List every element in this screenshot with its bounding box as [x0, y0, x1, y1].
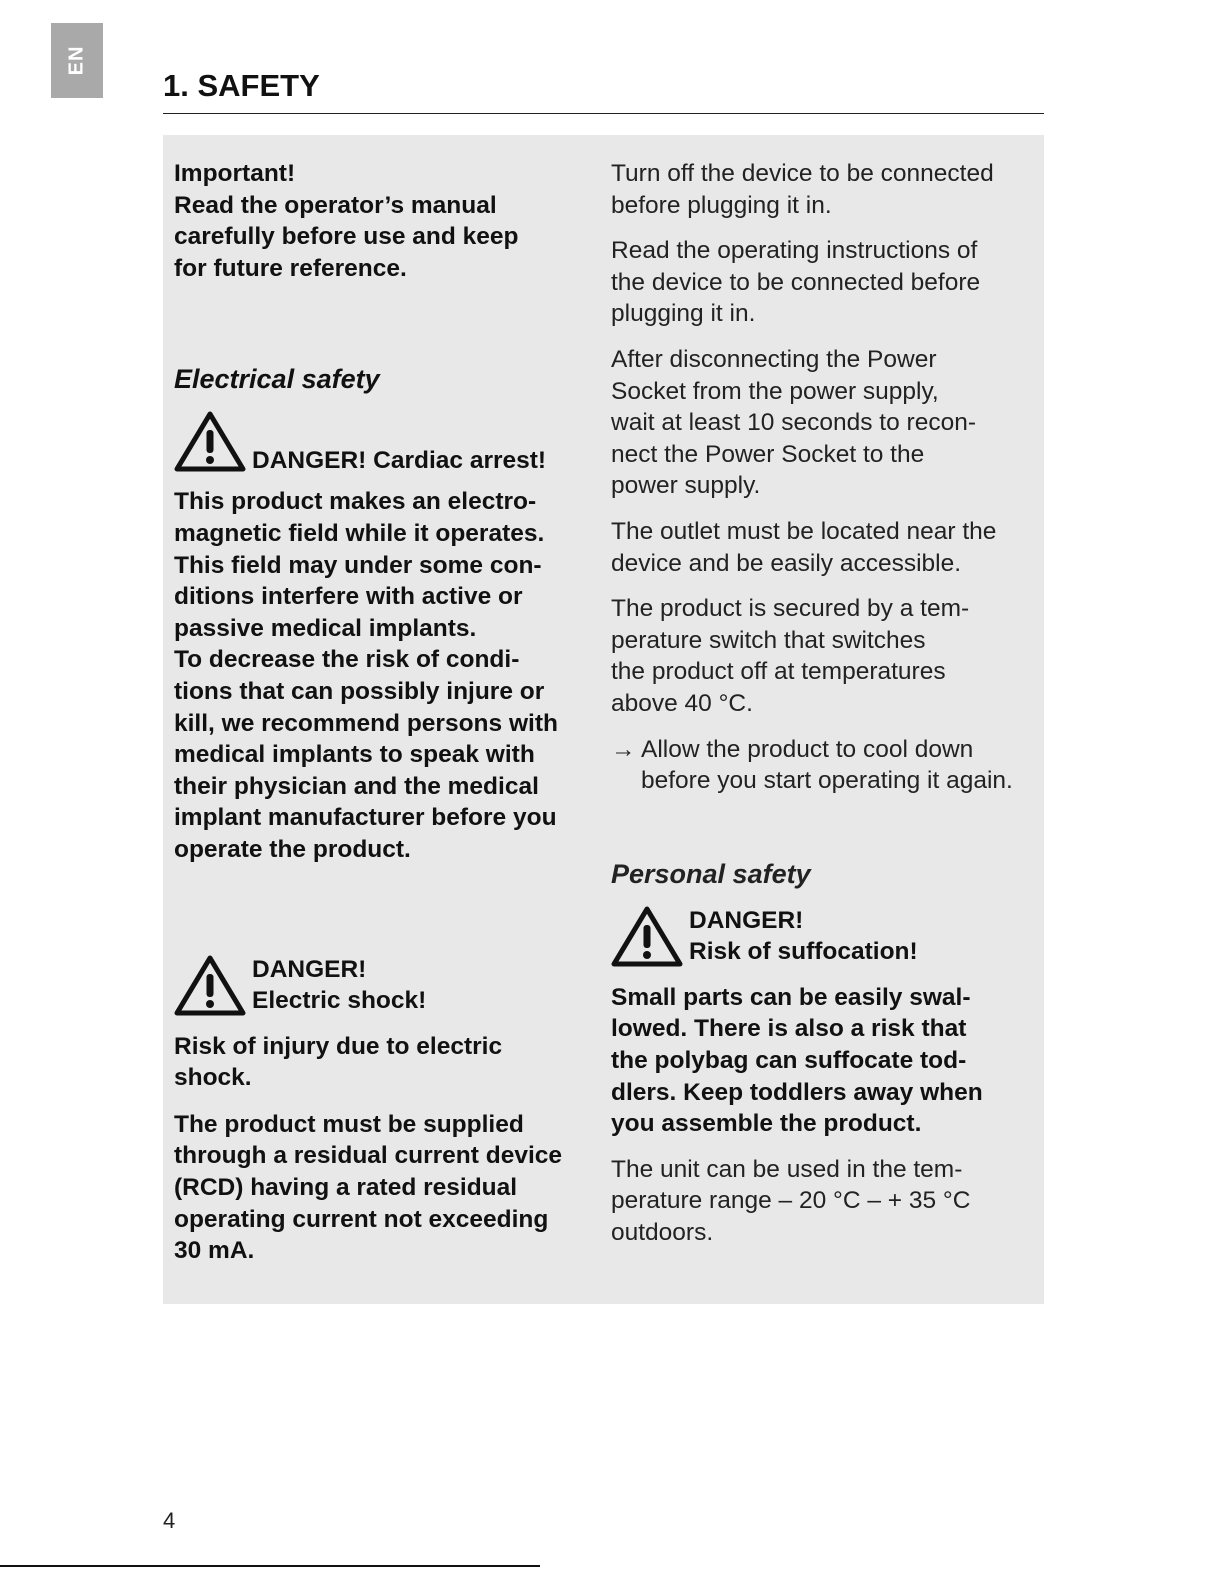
- danger-shock-warning: [174, 954, 594, 1017]
- para-outlet-location: The outlet must be located near the device and be easily accessible.: [611, 517, 997, 577]
- danger-cardiac-label: DANGER! Cardiac arrest!: [252, 446, 547, 474]
- right-column: [611, 158, 1036, 1249]
- cool-down-instruction: [611, 734, 1036, 797]
- section-title: 1. SAFETY: [163, 68, 320, 103]
- electrical-safety-heading: Electrical safety: [174, 364, 380, 395]
- para-reconnect-wait: After disconnecting the Power Socket from the power supply, wait at least 10 seconds to recon- nect the Power Socket to the power supply.: [611, 345, 976, 500]
- title-rule: [163, 113, 1044, 114]
- warning-triangle-icon: [611, 905, 683, 967]
- danger-suffocation-warning: [611, 905, 1036, 968]
- danger-shock-text: Risk of injury due to electric shock.: [174, 1032, 503, 1092]
- arrow-right-icon: →: [611, 735, 636, 763]
- warning-triangle-icon: [174, 954, 246, 1016]
- cool-down-text: Allow the product to cool down before you start operating it again.: [641, 735, 1013, 795]
- footer-rule: [0, 1565, 540, 1567]
- warning-triangle-icon: [174, 410, 246, 472]
- danger-shock-label: DANGER! Electric shock!: [252, 955, 427, 1015]
- left-column: [174, 158, 594, 1267]
- para-temperature-range: The unit can be used in the tem- perature range – 20 °C – + 35 °C outdoors.: [611, 1155, 971, 1247]
- page-number: 4: [163, 1508, 176, 1533]
- para-read-instructions: Read the operating instructions of the device to be connected before plugging it in.: [611, 237, 981, 328]
- personal-safety-heading: Personal safety: [611, 858, 811, 889]
- para-turn-off: Turn off the device to be connected before plugging it in.: [611, 160, 994, 219]
- rcd-requirement-text: The product must be supplied through a residual current device (RCD) having a rated residual operating current not exceeding 30 mA.: [174, 1110, 563, 1265]
- danger-suffocation-label: DANGER! Risk of suffocation!: [689, 906, 918, 966]
- para-temperature-switch: The product is secured by a tem- perature switch that switches the product off at temperatures above 40 °C.: [611, 595, 970, 717]
- language-tab-label: EN: [65, 45, 88, 76]
- language-tab: [51, 23, 103, 98]
- danger-cardiac-text: This product makes an electro- magnetic field while it operates. This field may under some con- ditions interfere with active or passive medical implants. To decrease the risk of condi- tions that can possibly injure or kill, we recommend persons with medical implants to speak with their physician and the medical implant manufacturer before you operate the product.: [174, 488, 558, 863]
- danger-cardiac-warning: [174, 410, 594, 472]
- danger-suffocation-text: Small parts can be easily swal- lowed. There is also a risk that the polybag can suffocate tod- dlers. Keep toddlers away when you assemble the product.: [611, 983, 983, 1138]
- important-notice: Important! Read the operator’s manual carefully before use and keep for future reference.: [174, 160, 519, 282]
